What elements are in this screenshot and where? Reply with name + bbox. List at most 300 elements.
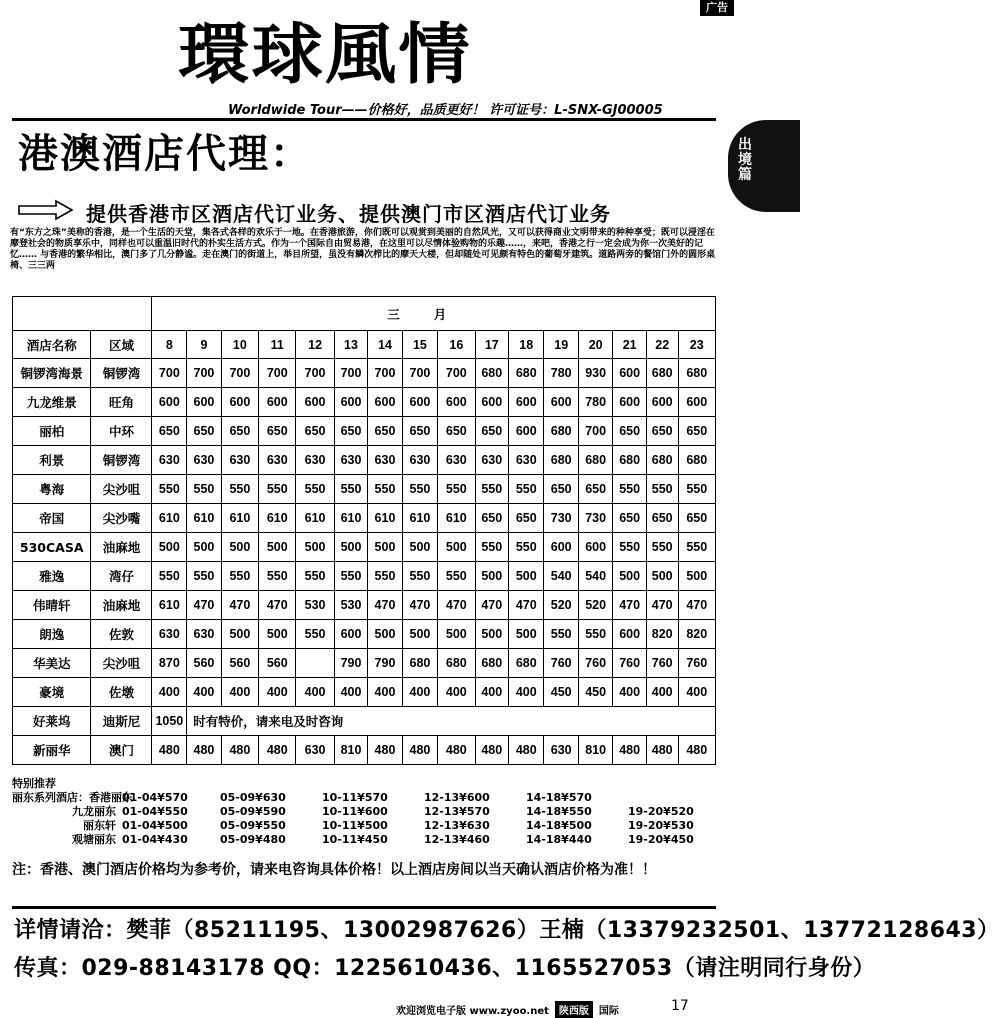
price-cell: 600 (334, 388, 368, 417)
price-cell: 550 (334, 475, 368, 504)
special-hotel-name: 九龙丽东 (72, 805, 116, 818)
price-cell: 400 (334, 678, 368, 707)
hotel-area: 旺角 (91, 388, 152, 417)
price-cell: 630 (544, 736, 578, 765)
price-cell: 480 (678, 736, 715, 765)
footer-badge: 陕西版 (555, 1001, 593, 1018)
hotel-name: 粤海 (13, 475, 91, 504)
price-cell: 550 (296, 475, 334, 504)
price-cell: 470 (678, 591, 715, 620)
special-price: 19-20¥450 (628, 833, 694, 846)
price-cell: 550 (296, 620, 334, 649)
price-cell: 550 (152, 562, 187, 591)
price-cell: 650 (152, 417, 187, 446)
price-cell: 610 (296, 504, 334, 533)
price-cell: 400 (475, 678, 509, 707)
price-cell: 500 (368, 533, 402, 562)
price-cell: 700 (152, 359, 187, 388)
special-row (12, 805, 724, 819)
price-cell: 470 (475, 591, 509, 620)
price-cell: 600 (678, 388, 715, 417)
special-hotel (12, 833, 116, 847)
price-cell: 680 (544, 446, 578, 475)
price-cell: 530 (334, 591, 368, 620)
special-hotel-name: 丽东轩 (83, 819, 116, 832)
price-cell: 550 (221, 562, 258, 591)
price-cell: 700 (187, 359, 221, 388)
price-cell: 700 (438, 359, 475, 388)
hotel-name: 丽柏 (13, 417, 91, 446)
special-price: 05-09¥590 (220, 805, 286, 818)
price-cell: 680 (678, 446, 715, 475)
special-hotel-name: 观塘丽东 (72, 833, 116, 846)
hotel-area: 佐墩 (91, 678, 152, 707)
price-cell: 500 (509, 620, 544, 649)
price-cell: 480 (221, 736, 258, 765)
hotel-name: 雅逸 (13, 562, 91, 591)
price-cell: 700 (402, 359, 437, 388)
price-cell: 650 (187, 417, 221, 446)
price-cell: 500 (221, 533, 258, 562)
price-cell: 550 (187, 475, 221, 504)
price-cell: 560 (221, 649, 258, 678)
section-side-tab (728, 120, 800, 212)
price-cell: 630 (334, 446, 368, 475)
price-cell: 550 (259, 562, 296, 591)
price-cell: 550 (578, 620, 612, 649)
price-cell: 600 (509, 388, 544, 417)
special-price (628, 791, 724, 805)
table-row (13, 446, 716, 475)
price-cell: 600 (368, 388, 402, 417)
header-day: 12 (296, 331, 334, 359)
price-cell: 700 (334, 359, 368, 388)
price-cell: 630 (296, 736, 334, 765)
price-cell: 680 (509, 359, 544, 388)
hotel-area: 佐敦 (91, 620, 152, 649)
price-cell: 480 (613, 736, 647, 765)
side-tab-char: 篇 (738, 167, 752, 183)
header-day: 10 (221, 331, 258, 359)
price-cell: 630 (187, 446, 221, 475)
table-row (13, 649, 716, 678)
price-cell: 650 (368, 417, 402, 446)
table-row (13, 475, 716, 504)
price-cell: 600 (613, 620, 647, 649)
price-cell: 650 (296, 417, 334, 446)
hotel-area: 铜锣湾 (91, 359, 152, 388)
header-hotel: 酒店名称 (13, 331, 91, 359)
price-cell: 760 (578, 649, 612, 678)
price-cell: 530 (296, 591, 334, 620)
hotel-name: 利景 (13, 446, 91, 475)
price-cell: 400 (368, 678, 402, 707)
price-cell: 400 (678, 678, 715, 707)
price-cell: 600 (613, 359, 647, 388)
price-cell: 480 (475, 736, 509, 765)
price-cell: 630 (152, 446, 187, 475)
table-row (13, 504, 716, 533)
special-price: 14-18¥570 (526, 791, 592, 804)
price-cell: 500 (296, 533, 334, 562)
price-cell: 790 (334, 649, 368, 678)
special-price: 14-18¥500 (526, 819, 592, 832)
price-cell: 610 (402, 504, 437, 533)
price-cell: 500 (438, 533, 475, 562)
table-row (13, 620, 716, 649)
price-cell: 610 (334, 504, 368, 533)
price-cell: 780 (544, 359, 578, 388)
table-row (13, 359, 716, 388)
price-cell: 700 (368, 359, 402, 388)
price-cell: 680 (578, 446, 612, 475)
price-cell: 480 (509, 736, 544, 765)
price-cell: 780 (578, 388, 612, 417)
price-cell: 650 (578, 475, 612, 504)
special-group-label: 丽东系列酒店： (12, 791, 89, 804)
hotel-name: 豪境 (13, 678, 91, 707)
price-cell: 500 (259, 533, 296, 562)
price-cell: 470 (613, 591, 647, 620)
price-cell: 650 (509, 504, 544, 533)
price-cell: 680 (402, 649, 437, 678)
header-day: 8 (152, 331, 187, 359)
price-cell: 500 (402, 533, 437, 562)
price-cell: 470 (438, 591, 475, 620)
price-cell: 480 (259, 736, 296, 765)
header-day: 17 (475, 331, 509, 359)
price-cell: 870 (152, 649, 187, 678)
price-cell: 810 (334, 736, 368, 765)
special-price: 12-13¥600 (424, 791, 490, 804)
price-cell: 560 (259, 649, 296, 678)
header-day: 21 (613, 331, 647, 359)
price-cell: 470 (402, 591, 437, 620)
price-cell: 630 (475, 446, 509, 475)
price-cell: 680 (646, 359, 678, 388)
price-cell: 700 (578, 417, 612, 446)
price-cell: 820 (678, 620, 715, 649)
price-cell: 680 (475, 649, 509, 678)
price-cell: 730 (544, 504, 578, 533)
price-cell: 610 (187, 504, 221, 533)
price-cell: 500 (678, 562, 715, 591)
price-cell: 600 (613, 388, 647, 417)
header-day: 13 (334, 331, 368, 359)
price-cell: 610 (152, 504, 187, 533)
special-recommend (12, 777, 724, 847)
hotel-name: 伟晴轩 (13, 591, 91, 620)
price-cell: 650 (475, 417, 509, 446)
price-cell: 650 (438, 417, 475, 446)
price-cell: 560 (187, 649, 221, 678)
special-rows (12, 791, 724, 847)
header-day: 18 (509, 331, 544, 359)
price-cell: 500 (475, 620, 509, 649)
special-hotel (12, 791, 133, 805)
table-row (13, 533, 716, 562)
brand-logo: 環球風情 (178, 15, 472, 93)
price-cell: 550 (509, 533, 544, 562)
price-cell: 600 (221, 388, 258, 417)
price-cell: 730 (578, 504, 612, 533)
price-cell: 470 (368, 591, 402, 620)
price-cell: 500 (438, 620, 475, 649)
headline: 港澳酒店代理： (18, 131, 312, 177)
price-cell: 600 (334, 620, 368, 649)
price-cell: 470 (221, 591, 258, 620)
price-cell: 540 (578, 562, 612, 591)
price-cell: 650 (475, 504, 509, 533)
table-row (13, 591, 716, 620)
price-cell: 450 (544, 678, 578, 707)
price-note: 注：香港、澳门酒店价格均为参考价，请来电咨询具体价格！以上酒店房间以当天确认酒店价格为准！！ (12, 862, 656, 878)
price-cell: 500 (613, 562, 647, 591)
price-cell: 600 (187, 388, 221, 417)
price-cell: 680 (438, 649, 475, 678)
price-cell: 550 (475, 475, 509, 504)
price-cell: 550 (509, 475, 544, 504)
price-cell: 540 (544, 562, 578, 591)
price-cell: 680 (646, 446, 678, 475)
special-price: 01-04¥550 (122, 805, 188, 818)
price-cell: 1050 (152, 707, 187, 736)
special-price: 05-09¥480 (220, 833, 286, 846)
price-cell: 600 (259, 388, 296, 417)
special-row (12, 819, 724, 833)
price-cell: 480 (187, 736, 221, 765)
table-corner-cell (13, 297, 152, 331)
subheadline: 提供香港市区酒店代订业务、提供澳门市区酒店代订业务 (86, 202, 611, 226)
price-cell (296, 649, 334, 678)
divider-bottom (12, 906, 716, 909)
price-cell: 680 (678, 359, 715, 388)
price-cell: 680 (613, 446, 647, 475)
price-cell: 610 (221, 504, 258, 533)
table-row (13, 736, 716, 765)
price-cell: 700 (259, 359, 296, 388)
price-cell: 500 (368, 620, 402, 649)
price-cell: 630 (259, 446, 296, 475)
price-cell: 600 (509, 417, 544, 446)
price-cell: 550 (402, 475, 437, 504)
hotel-name: 好莱坞 (13, 707, 91, 736)
special-price: 10-11¥450 (322, 833, 388, 846)
price-cell: 480 (438, 736, 475, 765)
month-title: 三月 (152, 297, 716, 331)
price-cell: 650 (613, 504, 647, 533)
price-cell: 650 (678, 504, 715, 533)
price-cell: 630 (187, 620, 221, 649)
price-cell: 520 (578, 591, 612, 620)
price-cell: 550 (296, 562, 334, 591)
page-number: 17 (671, 998, 689, 1014)
price-cell: 820 (646, 620, 678, 649)
hotel-rate-table (12, 296, 716, 765)
price-cell: 810 (578, 736, 612, 765)
price-cell: 650 (678, 417, 715, 446)
price-cell: 400 (402, 678, 437, 707)
footer-section: 国际 (598, 1006, 619, 1017)
price-cell: 500 (221, 620, 258, 649)
hotel-area: 尖沙咀 (91, 475, 152, 504)
price-cell: 600 (152, 388, 187, 417)
header-day: 15 (402, 331, 437, 359)
price-cell: 630 (402, 446, 437, 475)
contact-block (14, 912, 1000, 988)
header-day: 16 (438, 331, 475, 359)
price-cell: 630 (296, 446, 334, 475)
price-cell: 500 (646, 562, 678, 591)
price-cell: 550 (646, 533, 678, 562)
table-row (13, 707, 716, 736)
price-cell: 500 (187, 533, 221, 562)
table-row (13, 417, 716, 446)
special-hotel (12, 805, 116, 819)
price-cell: 600 (646, 388, 678, 417)
price-cell: 630 (438, 446, 475, 475)
price-cell: 520 (544, 591, 578, 620)
price-cell: 700 (296, 359, 334, 388)
price-cell: 680 (544, 417, 578, 446)
price-cell: 470 (646, 591, 678, 620)
table-row (13, 388, 716, 417)
price-cell: 400 (613, 678, 647, 707)
price-cell: 610 (438, 504, 475, 533)
price-cell: 630 (221, 446, 258, 475)
special-price: 12-13¥460 (424, 833, 490, 846)
price-cell: 400 (438, 678, 475, 707)
header-day: 23 (678, 331, 715, 359)
price-cell: 650 (334, 417, 368, 446)
price-cell: 600 (296, 388, 334, 417)
footer (396, 1001, 619, 1018)
price-cell: 550 (368, 562, 402, 591)
special-price: 01-04¥500 (122, 819, 188, 832)
price-cell: 760 (613, 649, 647, 678)
intro-paragraph: 有“东方之珠”美称的香港，是一个生活的天堂，集各式各样的欢乐于一地。在香港旅游，你们既可以观赏到美丽的自然风光，又可以获得商业文明带来的种种享受；既可以浸淫在摩登社会的物质享乐中，同样也可以重温旧时代的朴实生活方式。作为一个国际自由贸易港，在这里可以尽情体验购物的乐趣……，来吧，香港之行一定会成为你一次美好的记忆…… 与香港的繁华相比，澳门多了几分静谧。走在澳门的街道上，举目所望，虽没有鳞次栉比的摩天大楼，但却随处可见颇有特色的葡萄牙建筑。道路两旁的餐馆门外的圆形桌椅、三三两 (10, 228, 716, 271)
hotel-area: 澳门 (91, 736, 152, 765)
hotel-name: 530CASA (13, 533, 91, 562)
price-cell: 500 (259, 620, 296, 649)
special-price: 05-09¥550 (220, 819, 286, 832)
price-cell: 550 (152, 475, 187, 504)
side-tab-char: 出 (738, 137, 752, 153)
special-price: 10-11¥600 (322, 805, 388, 818)
price-cell: 550 (475, 533, 509, 562)
price-cell: 500 (334, 533, 368, 562)
price-cell: 550 (402, 562, 437, 591)
brand-slogan: Worldwide Tour——价格好，品质更好！ 许可证号：L-SNX-GJ00005 (228, 103, 663, 118)
price-cell: 400 (152, 678, 187, 707)
price-cell: 790 (368, 649, 402, 678)
special-price: 10-11¥500 (322, 819, 388, 832)
special-price: 10-11¥570 (322, 791, 388, 804)
price-cell: 610 (152, 591, 187, 620)
price-cell: 550 (334, 562, 368, 591)
price-cell: 400 (509, 678, 544, 707)
price-cell: 930 (578, 359, 612, 388)
hotel-name: 新丽华 (13, 736, 91, 765)
price-cell: 600 (544, 388, 578, 417)
hotel-area: 尖沙咀 (91, 649, 152, 678)
table-row (13, 562, 716, 591)
price-cell: 470 (509, 591, 544, 620)
price-cell: 550 (438, 562, 475, 591)
header-day: 9 (187, 331, 221, 359)
price-cell: 550 (613, 475, 647, 504)
header-day: 14 (368, 331, 402, 359)
price-cell: 600 (402, 388, 437, 417)
header-day: 22 (646, 331, 678, 359)
price-cell: 600 (438, 388, 475, 417)
hotel-area: 迪斯尼 (91, 707, 152, 736)
price-cell: 650 (613, 417, 647, 446)
hotel-name: 朗逸 (13, 620, 91, 649)
hotel-area: 油麻地 (91, 591, 152, 620)
price-cell: 650 (646, 417, 678, 446)
special-hotel-name: 香港丽东 (89, 791, 133, 804)
price-cell: 500 (475, 562, 509, 591)
price-cell: 610 (368, 504, 402, 533)
side-tab-char: 境 (738, 152, 752, 168)
special-hotel (12, 819, 116, 833)
price-cell: 480 (152, 736, 187, 765)
contact-line-fax: 传真：029-88143178 QQ：1225610436、1165527053（请注明同行身份） (14, 956, 876, 981)
table-row (13, 678, 716, 707)
price-cell: 550 (438, 475, 475, 504)
contact-line-phone: 详情请洽：樊菲（85211195、13002987626）王楠（13379232501、13772128643） (14, 918, 1000, 943)
price-cell: 680 (475, 359, 509, 388)
price-cell: 400 (259, 678, 296, 707)
price-cell: 650 (402, 417, 437, 446)
price-cell: 550 (544, 620, 578, 649)
special-price: 01-04¥430 (122, 833, 188, 846)
price-cell: 600 (475, 388, 509, 417)
price-cell: 550 (613, 533, 647, 562)
header-area: 区域 (91, 331, 152, 359)
price-cell: 470 (187, 591, 221, 620)
price-cell: 760 (678, 649, 715, 678)
hotel-name: 九龙维景 (13, 388, 91, 417)
hotel-area: 湾仔 (91, 562, 152, 591)
price-cell: 500 (509, 562, 544, 591)
price-cell: 400 (646, 678, 678, 707)
price-cell: 630 (368, 446, 402, 475)
price-cell: 550 (187, 562, 221, 591)
special-price: 14-18¥550 (526, 805, 592, 818)
header-day: 20 (578, 331, 612, 359)
price-cell: 600 (578, 533, 612, 562)
hotel-area: 铜锣湾 (91, 446, 152, 475)
price-cell: 650 (544, 475, 578, 504)
hotel-name: 华美达 (13, 649, 91, 678)
price-cell: 760 (646, 649, 678, 678)
special-title: 特别推荐 (12, 777, 56, 790)
price-cell: 400 (296, 678, 334, 707)
special-price: 12-13¥630 (424, 819, 490, 832)
price-cell: 480 (368, 736, 402, 765)
price-cell: 600 (544, 533, 578, 562)
price-cell: 550 (678, 533, 715, 562)
price-cell: 550 (678, 475, 715, 504)
special-price: 05-09¥630 (220, 791, 286, 804)
price-remark: 时有特价，请来电及时咨询 (187, 707, 716, 736)
special-row (12, 791, 724, 805)
hotel-name: 帝国 (13, 504, 91, 533)
price-cell: 450 (578, 678, 612, 707)
price-cell: 550 (646, 475, 678, 504)
